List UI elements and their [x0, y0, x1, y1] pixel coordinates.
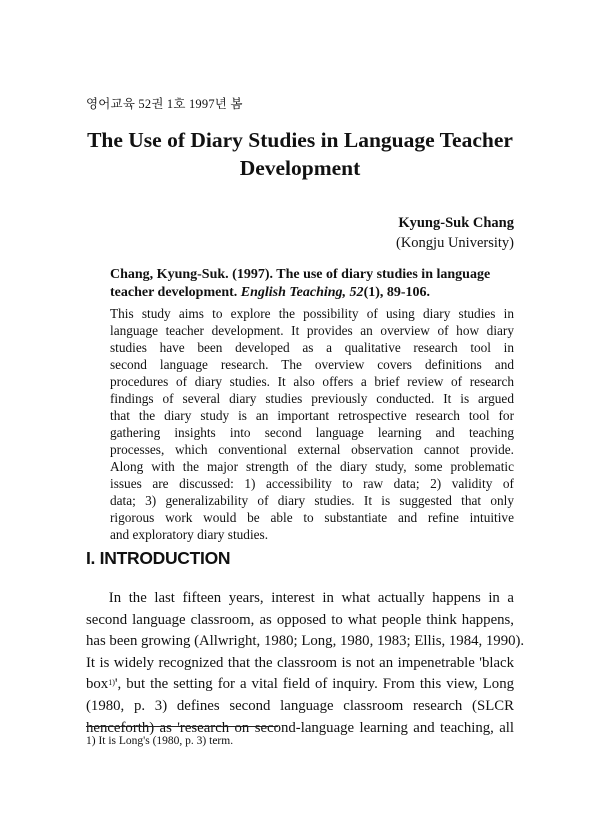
- citation-issue-pages: (1), 89-106.: [363, 285, 431, 300]
- abstract-line: findings of several diary studies previously conducted. It is argued: [110, 391, 514, 406]
- body-line: [86, 588, 514, 610]
- author-affiliation: (Kongju University): [396, 235, 514, 251]
- abstract-line: issues are discussed: 1) accessibility to raw data; 2) validity of: [110, 476, 514, 491]
- abstract-line: second language research. The overview covers definitions and: [110, 357, 514, 372]
- article-title: [60, 126, 540, 182]
- citation-main: Chang, Kyung-Suk. (1997). The use of diary studies in language teacher development.: [110, 267, 491, 300]
- abstract-line: gathering insights into second language learning and teaching: [110, 425, 514, 440]
- title-line-1: The Use of Diary Studies in Language Teacher: [87, 128, 513, 152]
- abstract-line: language teacher development. It provides an overview of how diary: [110, 323, 514, 338]
- body-line: It is widely recognized that the classroom is not an impenetrable 'black: [86, 654, 514, 671]
- author-block: [396, 213, 514, 253]
- abstract-line: procedures of diary studies. It also offers a brief review of research: [110, 374, 514, 389]
- body-line: henceforth) as 'research on second-language learning and teaching, all: [86, 719, 514, 736]
- abstract-line: rigorous work would be able to substantiate and refine intuitive: [110, 510, 514, 525]
- abstract: [110, 305, 514, 543]
- body-line: has been growing (Allwright, 1980; Long, 1980, 1983; Ellis, 1984, 1990).: [86, 633, 525, 650]
- body-line: [86, 674, 514, 696]
- abstract-line: processes, which conventional external observation cannot provide.: [110, 442, 514, 457]
- body-line-text: ', but the setting for a vital field of inquiry. From this view, Long: [114, 676, 514, 693]
- journal-header: 영어교육 52권 1호 1997년 봄: [86, 97, 243, 111]
- abstract-line: that the diary study is an important retrospective research tool for: [110, 408, 514, 423]
- abstract-line: Along with the major strength of the diary study, some problematic: [110, 459, 514, 474]
- abstract-line: This study aims to explore the possibility of using diary studies in: [110, 306, 514, 321]
- citation-journal: English Teaching, 52: [240, 285, 364, 300]
- abstract-line: data; 3) generalizability of diary studies. It is suggested that only: [110, 493, 514, 508]
- footnote: 1) It is Long's (1980, p. 3) term.: [86, 735, 234, 747]
- section-heading: I. INTRODUCTION: [86, 548, 231, 568]
- abstract-line: and exploratory diary studies.: [110, 527, 269, 542]
- body-line-text: box: [86, 676, 109, 693]
- footnote-divider: [86, 726, 278, 727]
- footnote-marker: 1): [108, 678, 115, 688]
- body-line: second language classroom, as opposed to what people think happens,: [86, 611, 514, 628]
- citation: [110, 266, 514, 302]
- author-name: Kyung-Suk Chang: [398, 215, 514, 231]
- abstract-line: studies have been developed as a qualitative research tool in: [110, 340, 514, 355]
- body-paragraph: [86, 588, 525, 739]
- body-line: (1980, p. 3) defines second language classroom research (SLCR: [86, 697, 514, 714]
- title-line-2: Development: [239, 156, 361, 180]
- body-line-text: In the last fifteen years, interest in what actually happens in a: [108, 590, 514, 606]
